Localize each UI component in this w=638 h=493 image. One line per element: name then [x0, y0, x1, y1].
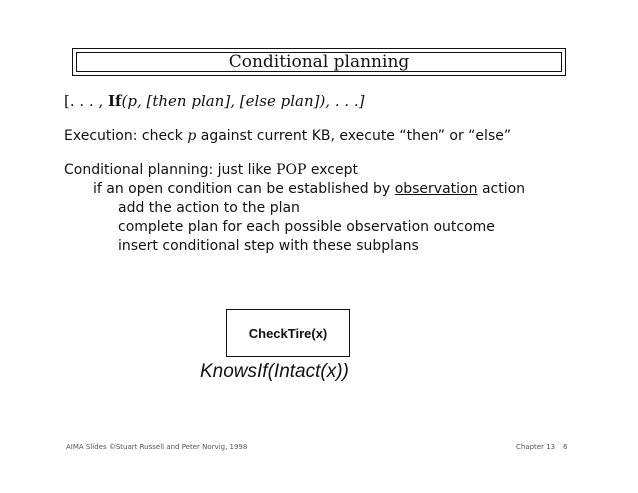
planning-line	[64, 161, 358, 179]
action-label: CheckTire(x)	[248, 325, 328, 341]
planning-text-2: except	[310, 162, 358, 178]
execution-text-2: against current KB, execute “then” or “else”	[200, 128, 512, 144]
footer-chapter: Chapter 13	[516, 443, 556, 451]
action-node	[226, 309, 350, 357]
planning-text-1: Conditional planning: just like	[64, 162, 272, 178]
step-item: complete plan for each possible observation outcome	[118, 219, 495, 235]
title-frame	[72, 48, 566, 76]
footer-page-number: 6	[563, 443, 568, 451]
step-item: add the action to the plan	[118, 200, 300, 216]
if-text-2: action	[481, 181, 526, 197]
if-keyword: If	[108, 92, 122, 110]
step-item: insert conditional step with these subplans	[118, 238, 419, 254]
execution-text-1: Execution: check	[64, 128, 183, 144]
observation-term: observation	[394, 181, 478, 197]
effect-label: KnowsIf(Intact(x))	[200, 361, 349, 382]
footer-copyright: AIMA Slides ©Stuart Russell and Peter Norvig, 1998	[66, 443, 248, 451]
slide-title: Conditional planning	[76, 52, 562, 72]
syntax-args: (p, [then plan], [else plan]), . . .]	[121, 92, 365, 110]
if-text-1: if an open condition can be established by	[93, 181, 391, 197]
syntax-line	[64, 92, 365, 110]
execution-line	[64, 127, 511, 145]
if-condition-line	[93, 180, 525, 198]
syntax-open: [. . . ,	[64, 92, 104, 110]
execution-var: p	[187, 128, 197, 144]
pop-term: POP	[276, 162, 307, 178]
